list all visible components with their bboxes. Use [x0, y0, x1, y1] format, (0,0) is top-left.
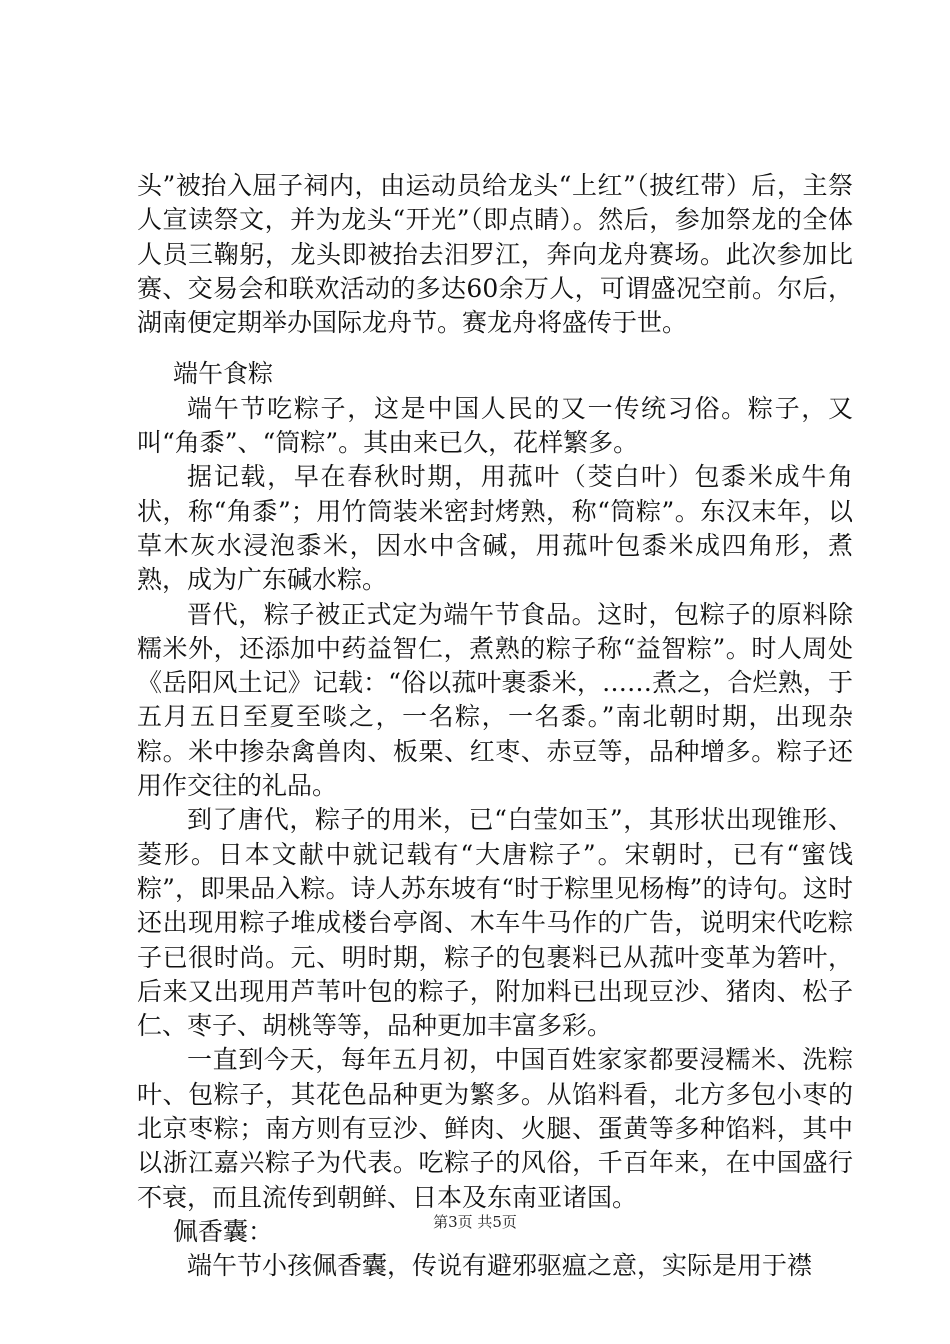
paragraph-modern-zongzi: 一直到今天，每年五月初，中国百姓家家都要浸糯米、洗粽叶、包粽子，其花色品种更为繁多。从馅料看，北方多包小枣的北京枣粽；南方则有豆沙、鲜肉、火腿、蛋黄等多种馅料，其中以浙江嘉兴粽子为代表。吃粽子的风俗，千百年来，在中国盛行不衰，而且流传到朝鲜、日本及东南亚诸国。 [137, 1045, 853, 1212]
paragraph-zongzi-origin: 据记载，早在春秋时期，用菰叶（茭白叶）包黍米成牛角状，称“角黍”；用竹筒装米密封烤熟，称“筒粽”。东汉末年，以草木灰水浸泡黍米，因水中含碱，用菰叶包黍米成四角形，煮熟，成为广东碱水粽。 [137, 462, 853, 595]
section-heading-sachet: 佩香囊： [173, 1216, 274, 1246]
section-heading-eating-zongzi: 端午食粽 [173, 359, 274, 389]
paragraph-sachet-intro: 端午节小孩佩香囊，传说有避邪驱瘟之意，实际是用于襟 [187, 1251, 813, 1281]
paragraph-tang-song-dynasty: 到了唐代，粽子的用米，已“白莹如玉”，其形状出现锥形、菱形。日本文献中就记载有“大唐粽子”。宋朝时，已有“蜜饯粽”，即果品入粽。诗人苏东坡有“时于粽里见杨梅”的诗句。这时还出现用粽子堆成楼台亭阁、木车牛马作的广告，说明宋代吃粽子已很时尚。元、明时期，粽子的包裹料已从菰叶变革为箬叶，后来又出现用芦苇叶包的粽子，附加料已出现豆沙、猪肉、松子仁、枣子、胡桃等等，品种更加丰富多彩。 [137, 805, 853, 1041]
document-body [137, 169, 853, 1284]
page-number-footer: 第3页 共5页 [433, 1213, 517, 1231]
paragraph-zongzi-intro: 端午节吃粽子，这是中国人民的又一传统习俗。粽子，又叫“角黍”、“筒粽”。其由来已久，花样繁多。 [137, 393, 853, 458]
paragraph-dragon-boat-ceremony: 头”被抬入屈子祠内，由运动员给龙头“上红”（披红带）后，主祭人宣读祭文，并为龙头“开光”（即点睛）。然后，参加祭龙的全体人员三鞠躬，龙头即被抬去汨罗江，奔向龙舟赛场。此次参加比赛、交易会和联欢活动的多达60余万人，可谓盛况空前。尔后，湖南便定期举办国际龙舟节。赛龙舟将盛传于世。 [137, 171, 853, 338]
paragraph-jin-dynasty: 晋代，粽子被正式定为端午节食品。这时，包粽子的原料除糯米外，还添加中药益智仁，煮熟的粽子称“益智粽”。时人周处《岳阳风土记》记载：“俗以菰叶裹黍米，……煮之，合烂熟，于五月五日至夏至啖之，一名粽，一名黍。”南北朝时期，出现杂粽。米中掺杂禽兽肉、板栗、红枣、赤豆等，品种增多。粽子还用作交往的礼品。 [137, 599, 853, 801]
paragraph-spacer [137, 340, 853, 357]
